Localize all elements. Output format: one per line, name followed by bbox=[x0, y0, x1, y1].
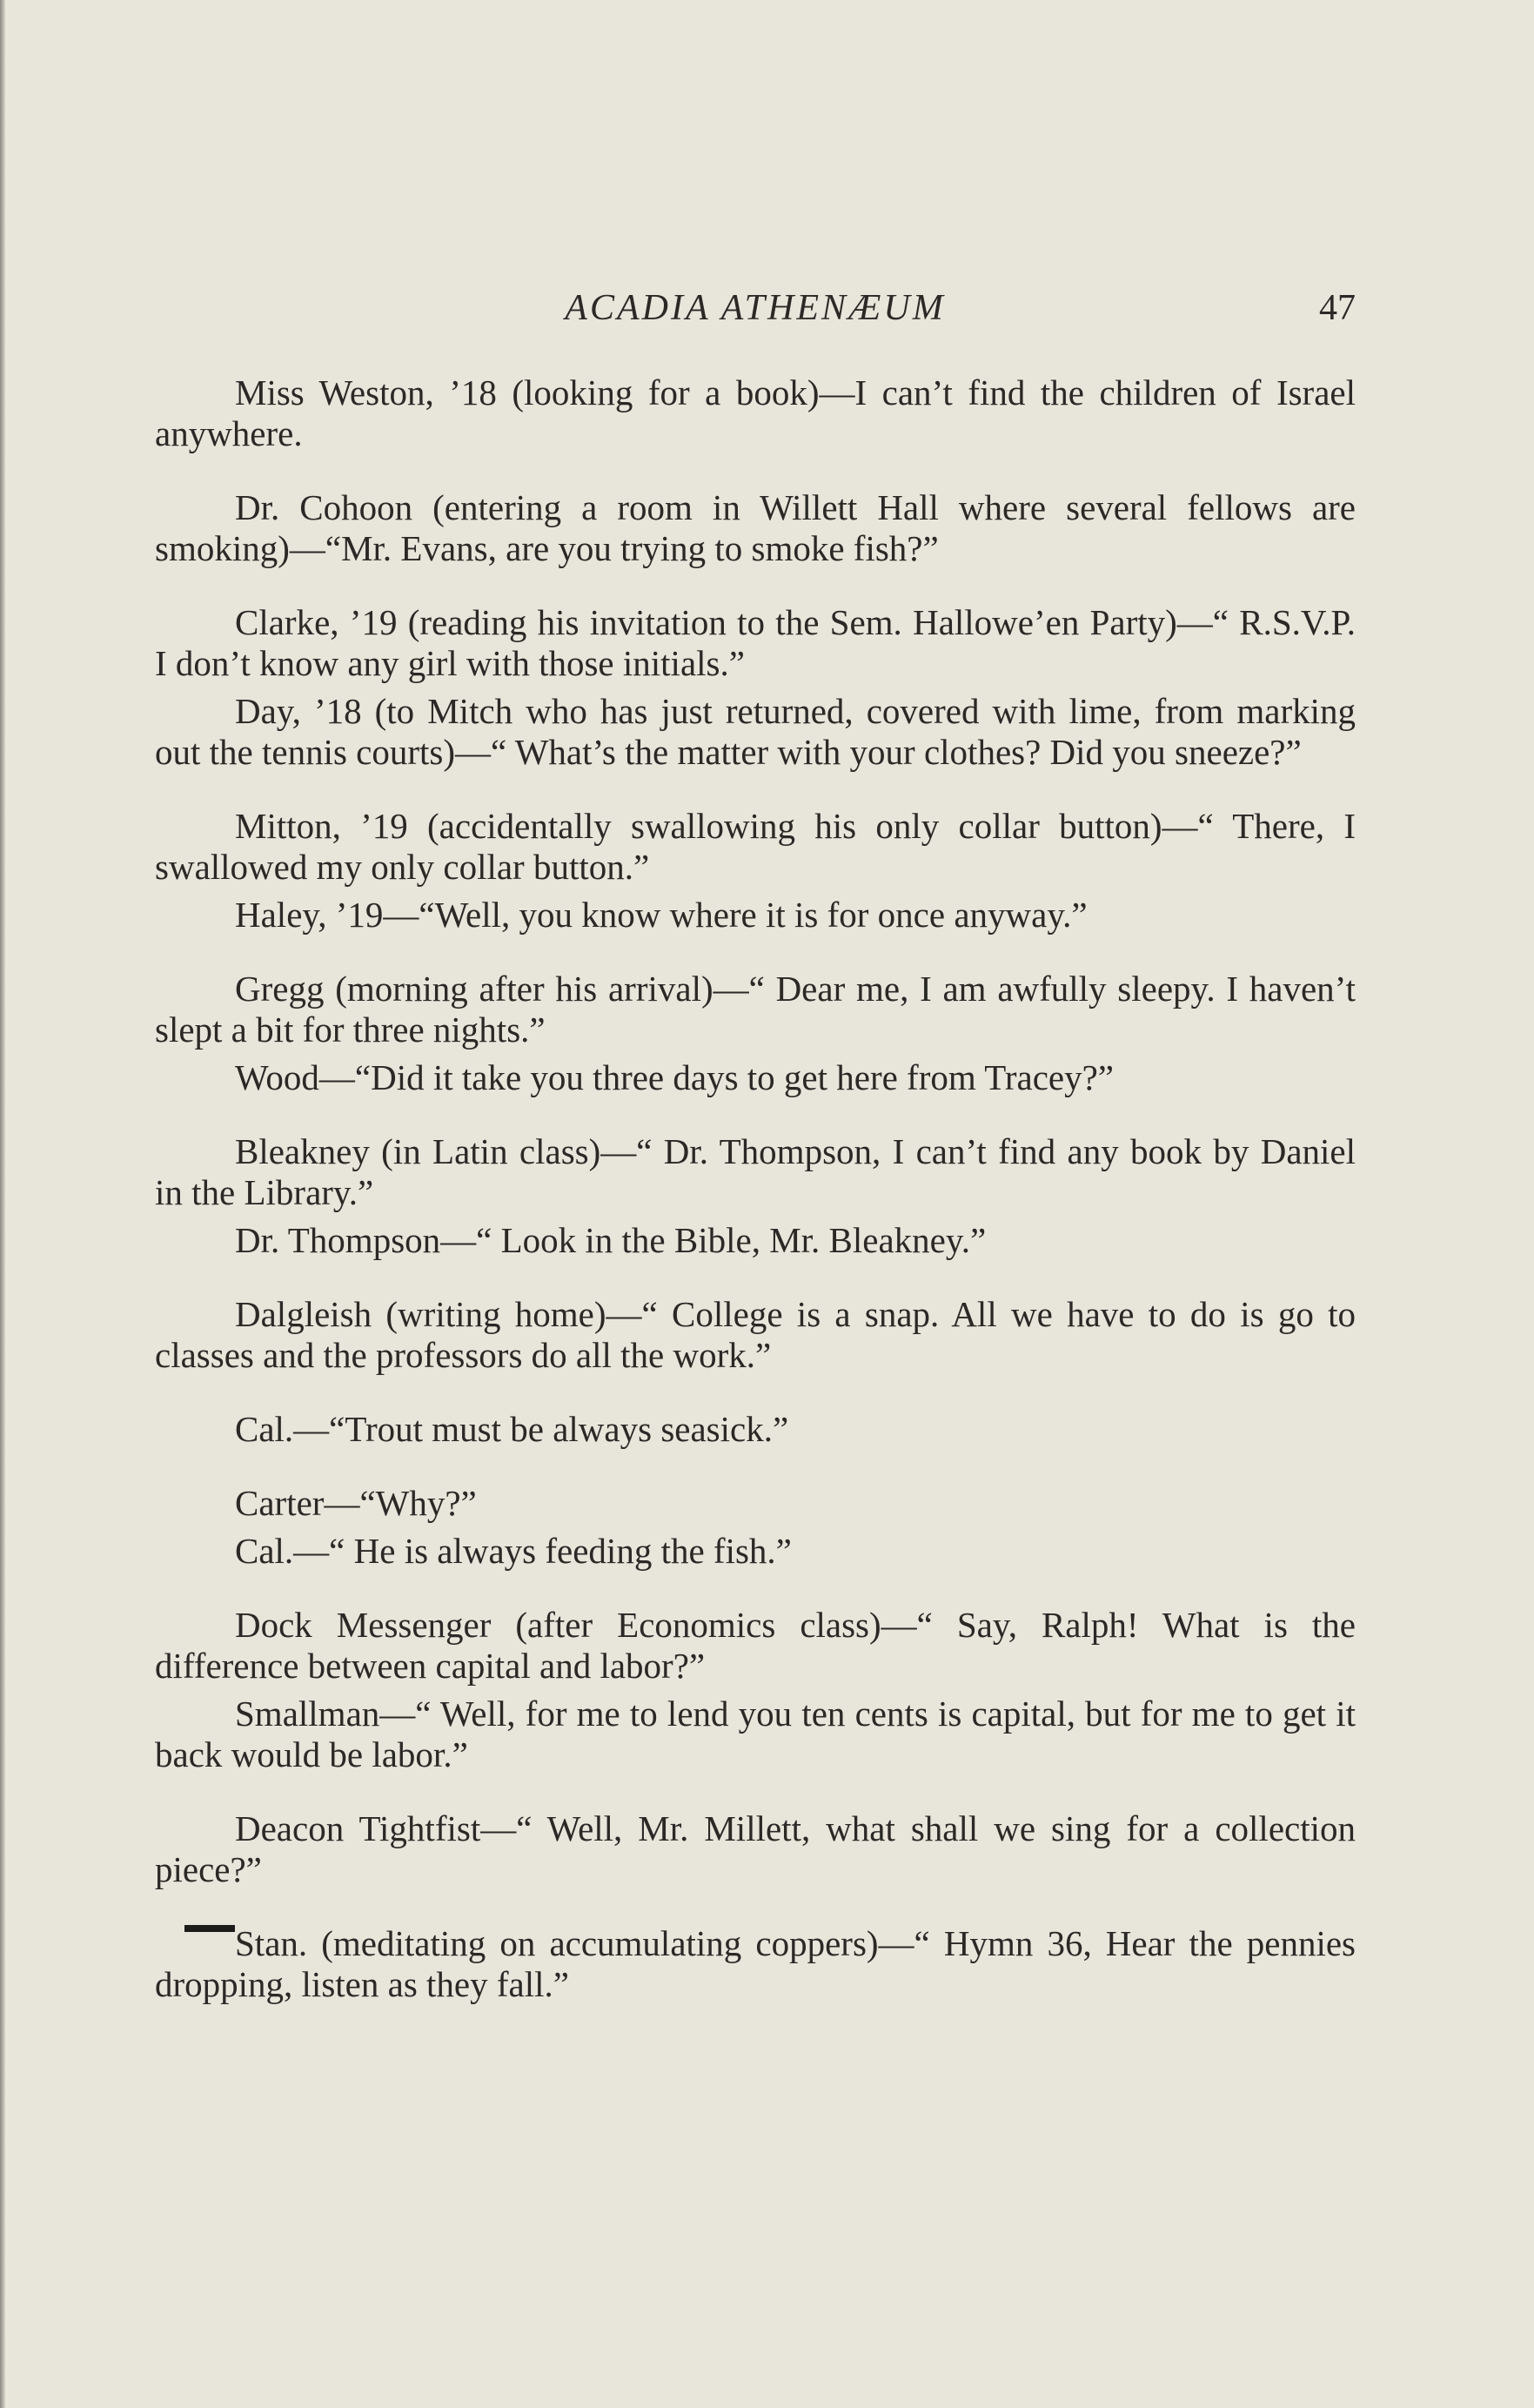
paragraph: Cal.—“Trout must be always seasick.” bbox=[235, 1409, 789, 1449]
page-header bbox=[155, 287, 1356, 339]
paragraph: Clarke, ’19 (reading his invitation to the Sem. Hallowe’en Party)—“ R.S.V.P. I don’t know any girl with those initials.” bbox=[155, 602, 1356, 683]
paragraph: Stan. (meditating on accumulating coppers)—“ Hymn 36, Hear the pennies dropping, listen as they fall.” bbox=[155, 1923, 1356, 2004]
page-edge bbox=[0, 0, 5, 2408]
paragraph: Dock Messenger (after Economics class)—“ Say, Ralph! What is the difference between capital and labor?” bbox=[155, 1605, 1356, 1686]
running-title: ACADIA ATHENÆUM bbox=[565, 288, 946, 328]
page-body bbox=[155, 372, 1356, 2005]
paragraph: Smallman—“ Well, for me to lend you ten cents is capital, but for me to get it back would be labor.” bbox=[155, 1694, 1356, 1774]
paragraph: Mitton, ’19 (accidentally swallowing his only collar button)—“ There, I swallowed my only collar button.” bbox=[155, 806, 1356, 887]
paragraph: Carter—“Why?” bbox=[235, 1483, 477, 1523]
paragraph: Gregg (morning after his arrival)—“ Dear me, I am awfully sleepy. I haven’t slept a bit for three nights.” bbox=[155, 969, 1356, 1050]
page-number: 47 bbox=[1319, 288, 1356, 328]
paragraph: Deacon Tightfist—“ Well, Mr. Millett, what shall we sing for a collection piece?” bbox=[155, 1808, 1356, 1889]
paragraph: Cal.—“ He is always feeding the fish.” bbox=[235, 1531, 792, 1571]
paragraph: Day, ’18 (to Mitch who has just returned, covered with lime, from marking out the tennis courts)—“ What’s the matter with your clothes? Did you sneeze?” bbox=[155, 691, 1356, 772]
paragraph: Dr. Cohoon (entering a room in Willett Hall where several fellows are smoking)—“Mr. Evans, are you trying to smoke fish?” bbox=[155, 487, 1356, 568]
paragraph: Bleakney (in Latin class)—“ Dr. Thompson, I can’t find any book by Daniel in the Library.” bbox=[155, 1131, 1356, 1212]
paragraph: Dr. Thompson—“ Look in the Bible, Mr. Bleakney.” bbox=[235, 1220, 987, 1260]
paragraph: Haley, ’19—“Well, you know where it is for once anyway.” bbox=[235, 895, 1088, 935]
ink-mark bbox=[184, 1925, 235, 1932]
paragraph: Dalgleish (writing home)—“ College is a snap. All we have to do is go to classes and the professors do all the work.” bbox=[155, 1294, 1356, 1375]
paragraph: Wood—“Did it take you three days to get here from Tracey?” bbox=[235, 1057, 1115, 1097]
paragraph: Miss Weston, ’18 (looking for a book)—I can’t find the children of Israel anywhere. bbox=[155, 372, 1356, 453]
